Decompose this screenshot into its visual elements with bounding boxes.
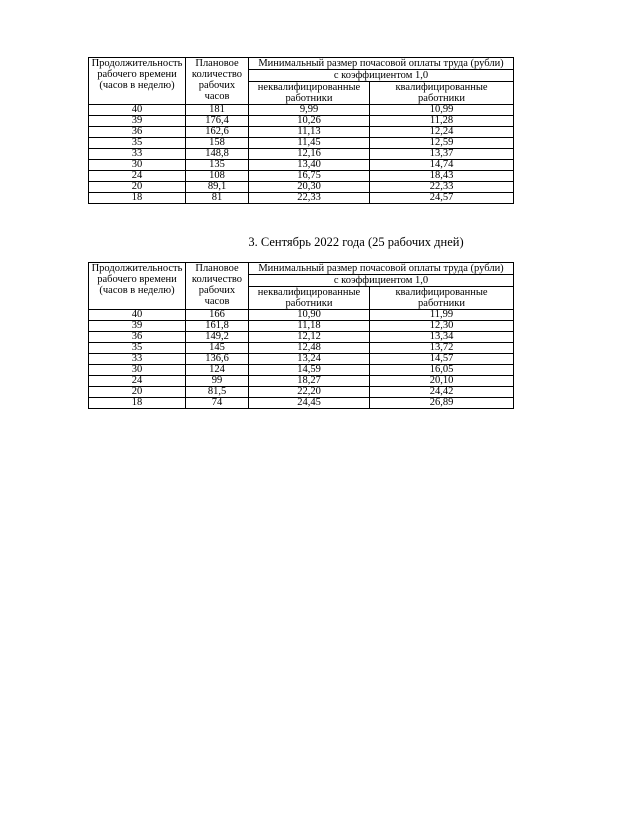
planned-hours-cell: 74	[186, 398, 249, 409]
planned-hours-cell: 161,8	[186, 321, 249, 332]
header-line: часов	[204, 296, 230, 307]
header-line: работники	[418, 298, 465, 309]
unskilled-wage-cell: 12,16	[249, 149, 370, 160]
unskilled-wage-cell: 13,24	[249, 354, 370, 365]
min-wage-header: Минимальный размер почасовой оплаты труда (рубли)	[249, 263, 514, 275]
hours-cell: 30	[89, 160, 186, 171]
unskilled-wage-cell: 20,30	[249, 182, 370, 193]
header-line: квалифицированные	[395, 82, 488, 93]
unskilled-wage-cell: 11,45	[249, 138, 370, 149]
planned-hours-cell: 89,1	[186, 182, 249, 193]
header-line: неквалифицированные	[257, 82, 361, 93]
coefficient-header: с коэффициентом 1,0	[249, 70, 514, 82]
table-row	[89, 332, 514, 343]
planned-hours-cell: 124	[186, 365, 249, 376]
hours-cell: 36	[89, 332, 186, 343]
header-line: количество	[191, 69, 243, 80]
header-line: рабочих	[198, 285, 236, 296]
planned-hours-cell: 148,8	[186, 149, 249, 160]
table-row	[89, 127, 514, 138]
skilled-wage-cell: 22,33	[370, 182, 514, 193]
planned-hours-header	[186, 58, 249, 105]
table-row	[89, 321, 514, 332]
hours-cell: 33	[89, 149, 186, 160]
hours-cell: 36	[89, 127, 186, 138]
hours-cell: 20	[89, 387, 186, 398]
min-wage-header: Минимальный размер почасовой оплаты труда (рубли)	[249, 58, 514, 70]
planned-hours-cell: 145	[186, 343, 249, 354]
skilled-wage-cell: 24,42	[370, 387, 514, 398]
table-row	[89, 376, 514, 387]
planned-hours-cell: 135	[186, 160, 249, 171]
hours-cell: 40	[89, 105, 186, 116]
header-line: работники	[285, 93, 333, 104]
planned-hours-cell: 158	[186, 138, 249, 149]
planned-hours-cell: 176,4	[186, 116, 249, 127]
header-line: квалифицированные	[395, 287, 488, 298]
header-line: часов	[204, 91, 230, 102]
skilled-wage-cell: 11,28	[370, 116, 514, 127]
table-row	[89, 171, 514, 182]
wage-table-2	[88, 262, 514, 409]
table-row	[89, 160, 514, 171]
unskilled-wage-cell: 22,33	[249, 193, 370, 204]
hours-cell: 20	[89, 182, 186, 193]
planned-hours-cell: 81	[186, 193, 249, 204]
header-line: рабочего времени	[97, 69, 177, 80]
table-row	[89, 387, 514, 398]
unskilled-wage-cell: 11,13	[249, 127, 370, 138]
hours-cell: 35	[89, 343, 186, 354]
header-line: Продолжительность	[91, 263, 183, 274]
header-line: работники	[418, 93, 465, 104]
header-line: неквалифицированные	[257, 287, 361, 298]
hours-per-week-header	[89, 58, 186, 105]
table-row	[89, 343, 514, 354]
unskilled-wage-cell: 11,18	[249, 321, 370, 332]
planned-hours-cell: 166	[186, 310, 249, 321]
unskilled-header	[249, 287, 370, 310]
section-title: 3. Сентябрь 2022 года (25 рабочих дней)	[248, 235, 464, 249]
hours-cell: 33	[89, 354, 186, 365]
skilled-header	[370, 82, 514, 105]
unskilled-wage-cell: 24,45	[249, 398, 370, 409]
hours-cell: 18	[89, 398, 186, 409]
header-line: (часов в неделю)	[99, 285, 175, 296]
unskilled-header	[249, 82, 370, 105]
table-row	[89, 310, 514, 321]
table-row	[89, 116, 514, 127]
skilled-wage-cell: 11,99	[370, 310, 514, 321]
unskilled-wage-cell: 18,27	[249, 376, 370, 387]
planned-hours-cell: 162,6	[186, 127, 249, 138]
skilled-wage-cell: 18,43	[370, 171, 514, 182]
table-row	[89, 138, 514, 149]
hours-cell: 40	[89, 310, 186, 321]
skilled-wage-cell: 10,99	[370, 105, 514, 116]
planned-hours-cell: 181	[186, 105, 249, 116]
skilled-wage-cell: 14,74	[370, 160, 514, 171]
header-line: рабочих	[198, 80, 236, 91]
table-row	[89, 105, 514, 116]
table-row	[89, 354, 514, 365]
skilled-wage-cell: 20,10	[370, 376, 514, 387]
hours-cell: 35	[89, 138, 186, 149]
unskilled-wage-cell: 16,75	[249, 171, 370, 182]
planned-hours-cell: 99	[186, 376, 249, 387]
skilled-wage-cell: 12,30	[370, 321, 514, 332]
planned-hours-cell: 108	[186, 171, 249, 182]
unskilled-wage-cell: 13,40	[249, 160, 370, 171]
table-row	[89, 182, 514, 193]
planned-hours-cell: 136,6	[186, 354, 249, 365]
header-row-1	[89, 263, 514, 275]
header-line: рабочего времени	[97, 274, 177, 285]
skilled-wage-cell: 14,57	[370, 354, 514, 365]
planned-hours-header	[186, 263, 249, 310]
header-line: количество	[191, 274, 243, 285]
planned-hours-cell: 81,5	[186, 387, 249, 398]
hours-per-week-header	[89, 263, 186, 310]
skilled-wage-cell: 12,59	[370, 138, 514, 149]
header-row-1	[89, 58, 514, 70]
header-line: Плановое	[195, 263, 239, 274]
skilled-wage-cell: 16,05	[370, 365, 514, 376]
hours-cell: 39	[89, 321, 186, 332]
unskilled-wage-cell: 22,20	[249, 387, 370, 398]
unskilled-wage-cell: 10,90	[249, 310, 370, 321]
unskilled-wage-cell: 12,48	[249, 343, 370, 354]
unskilled-wage-cell: 9,99	[249, 105, 370, 116]
header-line: Плановое	[195, 58, 239, 69]
skilled-wage-cell: 13,37	[370, 149, 514, 160]
table-row	[89, 149, 514, 160]
skilled-header	[370, 287, 514, 310]
hours-cell: 18	[89, 193, 186, 204]
hours-cell: 24	[89, 376, 186, 387]
wage-table-1	[88, 57, 514, 204]
unskilled-wage-cell: 12,12	[249, 332, 370, 343]
skilled-wage-cell: 13,34	[370, 332, 514, 343]
hours-cell: 24	[89, 171, 186, 182]
skilled-wage-cell: 26,89	[370, 398, 514, 409]
header-line: (часов в неделю)	[99, 80, 175, 91]
planned-hours-cell: 149,2	[186, 332, 249, 343]
header-line: работники	[285, 298, 333, 309]
coefficient-header: с коэффициентом 1,0	[249, 275, 514, 287]
hours-cell: 30	[89, 365, 186, 376]
skilled-wage-cell: 24,57	[370, 193, 514, 204]
skilled-wage-cell: 13,72	[370, 343, 514, 354]
table-row	[89, 398, 514, 409]
hours-cell: 39	[89, 116, 186, 127]
table-row	[89, 365, 514, 376]
unskilled-wage-cell: 14,59	[249, 365, 370, 376]
skilled-wage-cell: 12,24	[370, 127, 514, 138]
table-row	[89, 193, 514, 204]
unskilled-wage-cell: 10,26	[249, 116, 370, 127]
header-line: Продолжительность	[91, 58, 183, 69]
